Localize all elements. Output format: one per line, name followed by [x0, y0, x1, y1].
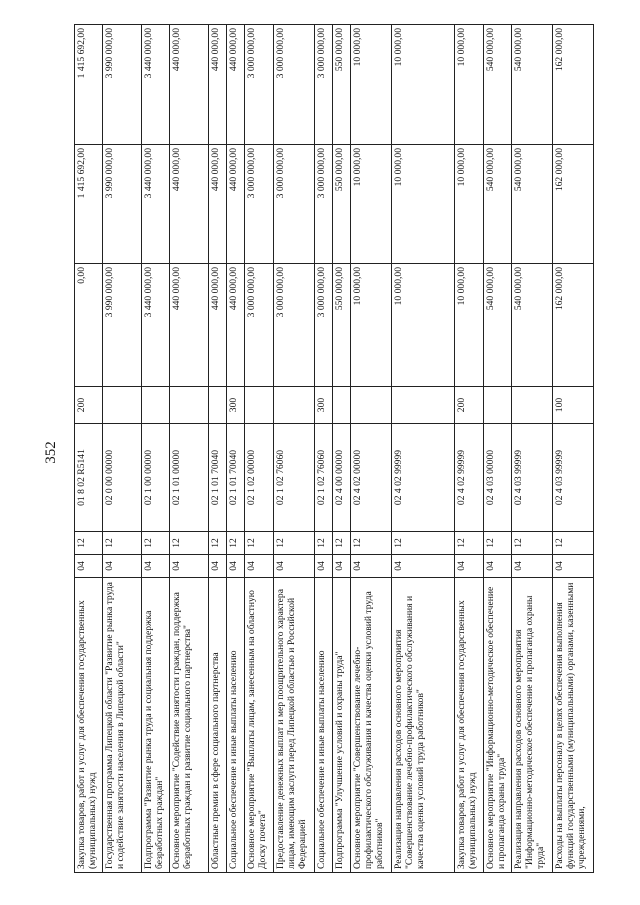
table-row	[483, 25, 511, 873]
row-name-cell: Областные премии в сфере социального партнерства	[208, 578, 226, 873]
row-target-code-cell: 02 4 02 99999	[455, 424, 483, 532]
table-row	[455, 25, 483, 873]
row-subsection-cell: 12	[512, 532, 553, 555]
row-amount-3-cell: 3 990 000,00	[103, 25, 142, 145]
row-subsection-cell: 12	[75, 532, 103, 555]
row-amount-2-cell: 10 000,00	[455, 145, 483, 264]
row-amount-1-cell: 440 000,00	[208, 264, 226, 387]
row-amount-2-cell: 3 990 000,00	[103, 145, 142, 264]
row-target-code-cell: 01 8 02 R5141	[75, 424, 103, 532]
row-amount-1-cell: 10 000,00	[455, 264, 483, 387]
row-amount-1-cell: 3 000 000,00	[273, 264, 314, 387]
row-expense-kind-cell	[483, 387, 511, 424]
row-subsection-cell: 12	[455, 532, 483, 555]
table-row	[103, 25, 142, 873]
table-row	[170, 25, 209, 873]
row-amount-3-cell: 3 440 000,00	[141, 25, 169, 145]
row-amount-2-cell: 440 000,00	[170, 145, 209, 264]
row-subsection-cell: 12	[208, 532, 226, 555]
row-expense-kind-cell	[350, 387, 391, 424]
table-row	[314, 25, 332, 873]
row-name-cell: Подпрограмма "Развитие рынка труда и социальная поддержка безработных граждан"	[141, 578, 169, 873]
row-amount-2-cell: 440 000,00	[227, 145, 245, 264]
table-row	[245, 25, 273, 873]
row-amount-1-cell: 440 000,00	[227, 264, 245, 387]
row-section-cell: 04	[273, 555, 314, 578]
row-amount-2-cell: 3 000 000,00	[314, 145, 332, 264]
row-amount-1-cell: 540 000,00	[512, 264, 553, 387]
row-subsection-cell: 12	[332, 532, 350, 555]
row-name-cell: Государственная программа Липецкой области "Развитие рынка труда и содействие занятости населения в Липецкой области"	[103, 578, 142, 873]
row-name-cell: Основное мероприятие "Совершенствование лечебно-профилактического обслуживания и качества оценки условий труда работников"	[350, 578, 391, 873]
row-amount-1-cell: 540 000,00	[483, 264, 511, 387]
row-expense-kind-cell	[245, 387, 273, 424]
row-name-cell: Расходы на выплаты персоналу в целях обеспечения выполнения функций государственными (муниципальными) органами, казенными учреждениями,	[552, 578, 593, 873]
row-name-cell: Основное мероприятие "Информационно-методическое обеспечение и пропаганда охраны труда"	[483, 578, 511, 873]
row-section-cell: 04	[314, 555, 332, 578]
row-amount-2-cell: 540 000,00	[512, 145, 553, 264]
row-expense-kind-cell	[103, 387, 142, 424]
row-section-cell: 04	[391, 555, 455, 578]
row-expense-kind-cell	[391, 387, 455, 424]
table-row	[227, 25, 245, 873]
row-target-code-cell: 02 4 00 00000	[332, 424, 350, 532]
row-amount-1-cell: 162 000,00	[552, 264, 593, 387]
row-section-cell: 04	[483, 555, 511, 578]
row-name-cell: Основное мероприятие "Содействие занятости граждан, поддержка безработных граждан и развитие социального партнерства"	[170, 578, 209, 873]
row-subsection-cell: 12	[273, 532, 314, 555]
row-target-code-cell: 02 4 03 00000	[483, 424, 511, 532]
row-target-code-cell: 02 1 01 70040	[227, 424, 245, 532]
row-target-code-cell: 02 1 01 70040	[208, 424, 226, 532]
row-subsection-cell: 12	[141, 532, 169, 555]
row-expense-kind-cell	[208, 387, 226, 424]
row-name-cell: Закупка товаров, работ и услуг для обеспечения государственных (муниципальных) нужд	[75, 578, 103, 873]
row-name-cell: Подпрограмма "Улучшение условий и охраны труда"	[332, 578, 350, 873]
row-amount-3-cell: 1 415 692,00	[75, 25, 103, 145]
row-expense-kind-cell: 200	[455, 387, 483, 424]
row-amount-2-cell: 540 000,00	[483, 145, 511, 264]
row-amount-1-cell: 3 000 000,00	[245, 264, 273, 387]
row-section-cell: 04	[75, 555, 103, 578]
row-target-code-cell: 02 1 02 76060	[273, 424, 314, 532]
row-section-cell: 04	[208, 555, 226, 578]
rotated-table-frame	[74, 25, 594, 873]
row-amount-3-cell: 10 000,00	[350, 25, 391, 145]
row-amount-2-cell: 10 000,00	[391, 145, 455, 264]
row-amount-1-cell: 3 440 000,00	[141, 264, 169, 387]
row-name-cell: Социальное обеспечение и иные выплаты населению	[227, 578, 245, 873]
row-target-code-cell: 02 1 01 00000	[170, 424, 209, 532]
row-name-cell: Реализация направления расходов основного мероприятия "Информационно-методическое обеспечение и пропаганда охраны труда"	[512, 578, 553, 873]
row-subsection-cell: 12	[552, 532, 593, 555]
row-section-cell: 04	[141, 555, 169, 578]
row-target-code-cell: 02 0 00 00000	[103, 424, 142, 532]
row-amount-3-cell: 3 000 000,00	[245, 25, 273, 145]
row-amount-3-cell: 10 000,00	[391, 25, 455, 145]
row-target-code-cell: 02 1 00 00000	[141, 424, 169, 532]
table-row	[208, 25, 226, 873]
table-row	[332, 25, 350, 873]
row-subsection-cell: 12	[350, 532, 391, 555]
row-name-cell: Закупка товаров, работ и услуг для обеспечения государственных (муниципальных) нужд	[455, 578, 483, 873]
row-expense-kind-cell: 300	[314, 387, 332, 424]
row-target-code-cell: 02 4 02 99999	[391, 424, 455, 532]
row-section-cell: 04	[170, 555, 209, 578]
row-amount-3-cell: 162 000,00	[552, 25, 593, 145]
row-expense-kind-cell	[332, 387, 350, 424]
row-name-cell: Реализация направления расходов основного мероприятия "Совершенствование лечебно-профилактического обслуживания и качества оценки условий труда работников"	[391, 578, 455, 873]
row-subsection-cell: 12	[391, 532, 455, 555]
row-amount-2-cell: 3 440 000,00	[141, 145, 169, 264]
row-name-cell: Основное мероприятие "Выплаты лицам, занесенным на областную Доску почета"	[245, 578, 273, 873]
table-row	[141, 25, 169, 873]
row-amount-1-cell: 440 000,00	[170, 264, 209, 387]
row-target-code-cell: 02 1 02 00000	[245, 424, 273, 532]
row-expense-kind-cell	[273, 387, 314, 424]
row-section-cell: 04	[552, 555, 593, 578]
row-section-cell: 04	[332, 555, 350, 578]
row-expense-kind-cell: 300	[227, 387, 245, 424]
row-amount-3-cell: 550 000,00	[332, 25, 350, 145]
row-subsection-cell: 12	[227, 532, 245, 555]
table-row	[350, 25, 391, 873]
row-amount-1-cell: 550 000,00	[332, 264, 350, 387]
row-amount-2-cell: 3 000 000,00	[245, 145, 273, 264]
row-section-cell: 04	[512, 555, 553, 578]
row-section-cell: 04	[350, 555, 391, 578]
table-row	[512, 25, 553, 873]
row-amount-3-cell: 3 000 000,00	[273, 25, 314, 145]
table-row	[552, 25, 593, 873]
row-amount-3-cell: 540 000,00	[483, 25, 511, 145]
row-amount-2-cell: 1 415 692,00	[75, 145, 103, 264]
row-subsection-cell: 12	[103, 532, 142, 555]
row-amount-1-cell: 10 000,00	[391, 264, 455, 387]
row-expense-kind-cell: 200	[75, 387, 103, 424]
row-section-cell: 04	[103, 555, 142, 578]
row-amount-1-cell: 0,00	[75, 264, 103, 387]
row-subsection-cell: 12	[170, 532, 209, 555]
table-row	[391, 25, 455, 873]
row-subsection-cell: 12	[245, 532, 273, 555]
row-amount-3-cell: 540 000,00	[512, 25, 553, 145]
table-row	[273, 25, 314, 873]
row-expense-kind-cell: 100	[552, 387, 593, 424]
row-name-cell: Предоставление денежных выплат и мер поощрительного характера лицам, имеющим заслуги перед Липецкой областью и Российской Федерацией	[273, 578, 314, 873]
row-amount-1-cell: 10 000,00	[350, 264, 391, 387]
page-number: 352	[42, 441, 59, 464]
row-amount-2-cell: 440 000,00	[208, 145, 226, 264]
row-expense-kind-cell	[512, 387, 553, 424]
row-section-cell: 04	[245, 555, 273, 578]
row-amount-2-cell: 3 000 000,00	[273, 145, 314, 264]
row-amount-3-cell: 440 000,00	[208, 25, 226, 145]
row-target-code-cell: 02 4 03 99999	[512, 424, 553, 532]
budget-table-body	[75, 25, 594, 873]
page-number-area	[36, 0, 66, 905]
row-target-code-cell: 02 4 03 99999	[552, 424, 593, 532]
row-section-cell: 04	[455, 555, 483, 578]
row-target-code-cell: 02 4 02 00000	[350, 424, 391, 532]
row-amount-1-cell: 3 990 000,00	[103, 264, 142, 387]
row-amount-3-cell: 440 000,00	[170, 25, 209, 145]
row-target-code-cell: 02 1 02 76060	[314, 424, 332, 532]
row-amount-2-cell: 550 000,00	[332, 145, 350, 264]
row-name-cell: Социальное обеспечение и иные выплаты населению	[314, 578, 332, 873]
row-amount-3-cell: 440 000,00	[227, 25, 245, 145]
row-expense-kind-cell	[141, 387, 169, 424]
row-expense-kind-cell	[170, 387, 209, 424]
row-amount-2-cell: 10 000,00	[350, 145, 391, 264]
row-section-cell: 04	[227, 555, 245, 578]
row-subsection-cell: 12	[314, 532, 332, 555]
row-amount-1-cell: 3 000 000,00	[314, 264, 332, 387]
row-amount-2-cell: 162 000,00	[552, 145, 593, 264]
budget-table	[74, 24, 594, 873]
row-subsection-cell: 12	[483, 532, 511, 555]
row-amount-3-cell: 10 000,00	[455, 25, 483, 145]
row-amount-3-cell: 3 000 000,00	[314, 25, 332, 145]
table-row	[75, 25, 103, 873]
